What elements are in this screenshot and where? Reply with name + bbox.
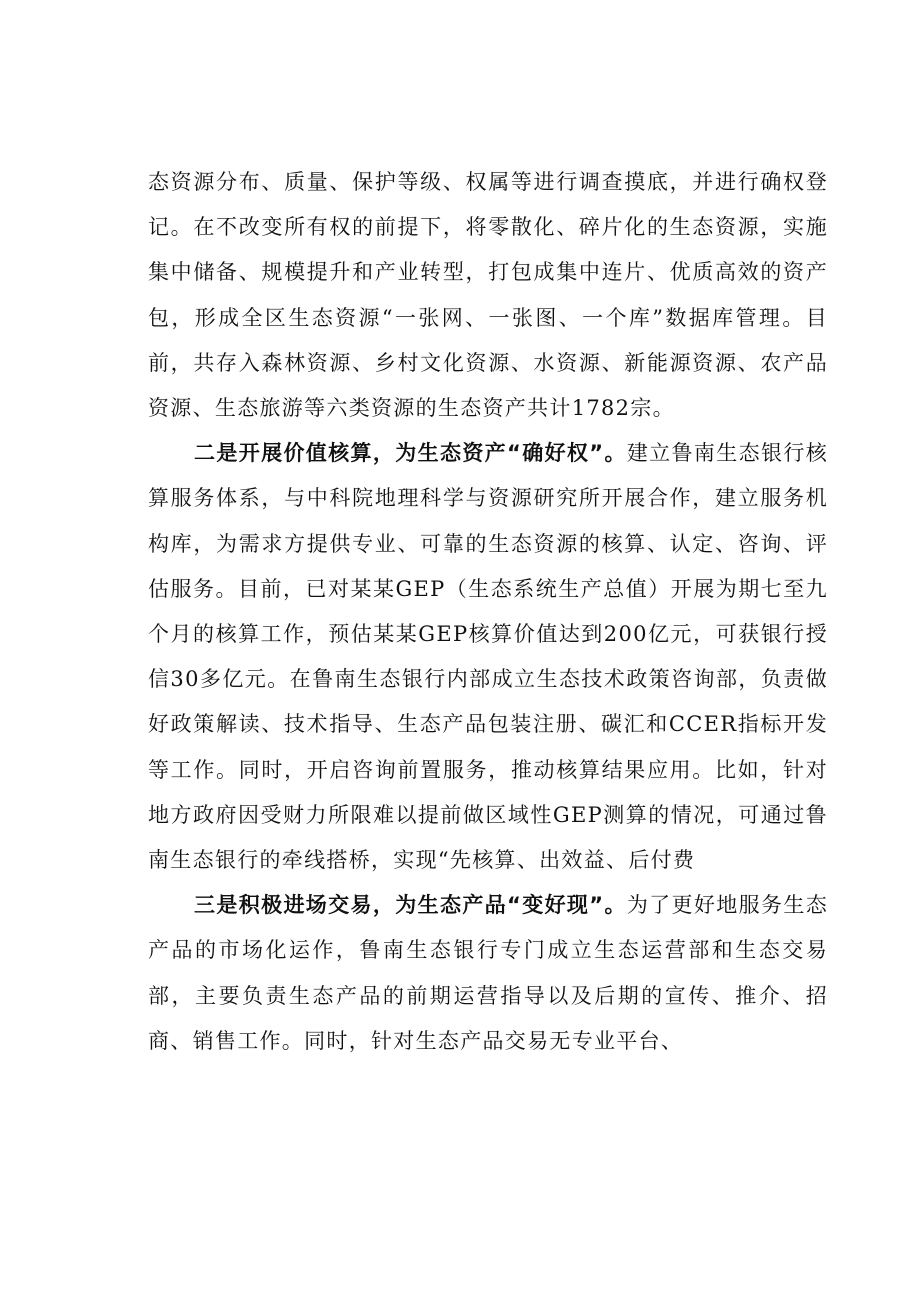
- paragraph-3-heading: 三是积极进场交易，为生态产品“变好现”。: [194, 893, 627, 918]
- paragraph-3-text: 为了更好地服务生态产品的市场化运作，鲁南生态银行专门成立生态运营部和生态交易部，主要负责生态产品的前期运营指导以及后期的宣传、推介、招商、销售工作。同时，针对生态产品交易无专业平台、: [148, 893, 828, 1053]
- paragraph-1-text: 态资源分布、质量、保护等级、权属等进行调查摸底，并进行确权登记。在不改变所有权的前提下，将零散化、碎片化的生态资源，实施集中储备、规模提升和产业转型，打包成集中连片、优质高效的资产包，形成全区生态资源“一张网、一张图、一个库”数据库管理。目前，共存入森林资源、乡村文化资源、水资源、新能源资源、农产品资源、生态旅游等六类资源的生态资产共计1782宗。: [148, 170, 828, 421]
- paragraph-2-text: 建立鲁南生态银行核算服务体系，与中科院地理科学与资源研究所开展合作，建立服务机构库，为需求方提供专业、可靠的生态资源的核算、认定、咨询、评估服务。目前，已对某某GEP（生态系统生产总值）开展为期七至九个月的核算工作，预估某某GEP核算价值达到200亿元，可获银行授信30多亿元。在鲁南生态银行内部成立生态技术政策咨询部，负责做好政策解读、技术指导、生态产品包装注册、碳汇和CCER指标开发等工作。同时，开启咨询前置服务，推动核算结果应用。比如，针对地方政府因受财力所限难以提前做区域性GEP测算的情况，可通过鲁南生态银行的牵线搭桥，实现“先核算、出效益、后付费: [148, 441, 828, 873]
- paragraph-3: [148, 883, 828, 1064]
- paragraph-2: [148, 431, 828, 883]
- paragraph-2-heading: 二是开展价值核算，为生态资产“确好权”。: [194, 441, 627, 466]
- document-body: [148, 160, 828, 1064]
- paragraph-1: [148, 160, 828, 431]
